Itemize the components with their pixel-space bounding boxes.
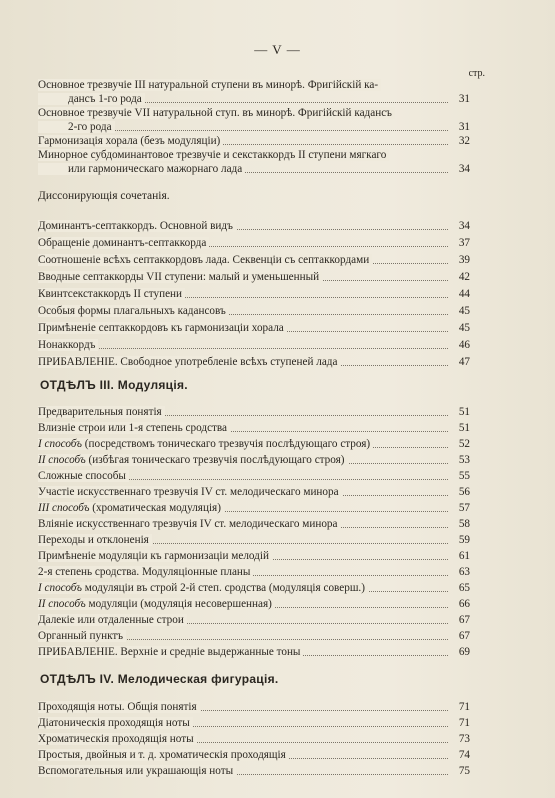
toc-entry	[38, 764, 470, 778]
toc-entry-title: (посредствомъ тоническаго трезвучія послѣдующаго строя)	[81, 438, 371, 450]
toc-entry	[38, 469, 470, 483]
toc-entry-page: 52	[458, 438, 470, 450]
toc-entry-page: 45	[458, 322, 470, 334]
toc-entry	[38, 437, 470, 451]
toc-entry-page: 34	[458, 163, 470, 175]
toc-entry	[38, 645, 470, 659]
toc-entry-page: 44	[458, 288, 470, 300]
toc-entry	[38, 338, 470, 352]
toc-entry-continuation	[38, 120, 470, 134]
toc-entry	[38, 321, 470, 335]
toc-entry	[38, 485, 470, 499]
toc-entry-page: 51	[458, 422, 470, 434]
toc-entry	[38, 501, 470, 515]
page-column-label: стр.	[468, 68, 485, 79]
toc-entry-title: Вводные септаккорды VII ступени: малый и уменьшенный	[38, 271, 322, 283]
toc-entry	[38, 270, 470, 284]
toc-entry-continuation	[38, 92, 470, 106]
toc-entry-title: дансъ 1-го рода	[38, 93, 145, 105]
toc-entry	[38, 287, 470, 301]
toc-entry-page: 55	[458, 470, 470, 482]
toc-entry-page: 65	[458, 582, 470, 594]
toc-entry-page: 67	[458, 614, 470, 626]
toc-entry-title: Предварительныя понятія	[38, 406, 165, 418]
toc-entry-page: 61	[458, 550, 470, 562]
toc-entry-method: I способъ	[38, 438, 82, 450]
toc-entry	[38, 219, 470, 233]
toc-entry-title: Далекіе или отдаленные строи	[38, 614, 187, 626]
toc-entry-title: Квинтсекстаккордъ II ступени	[38, 288, 185, 300]
toc-entry-method: III способъ	[38, 502, 90, 514]
toc-entry	[38, 106, 470, 120]
toc-entry-title: Простыя, двойныя и т. д. хроматическія проходящія	[38, 749, 289, 761]
toc-entry	[38, 236, 470, 250]
toc-entry-title: ПРИБАВЛЕНІЕ. Свободное употребленіе всѣхъ ступеней лада	[38, 356, 340, 368]
toc-entry	[38, 700, 470, 714]
toc-entry-page: 37	[458, 237, 470, 249]
toc-entry	[38, 613, 470, 627]
toc-entry-method: I способъ	[38, 582, 82, 594]
toc-entry-title: Примѣненіе септаккордовъ къ гармонизаціи хорала	[38, 322, 287, 334]
toc-entry-page: 46	[458, 339, 470, 351]
toc-entry-page: 39	[458, 254, 470, 266]
section-heading: ОТДѢЛЪ IV. Мелодическая фигурація.	[40, 672, 279, 686]
toc-entry-page: 56	[458, 486, 470, 498]
toc-entry-page: 34	[458, 220, 470, 232]
toc-entry	[38, 581, 470, 595]
toc-entry	[38, 134, 470, 148]
toc-entry-page: 66	[458, 598, 470, 610]
toc-entry-title: Нонаккордъ	[38, 339, 98, 351]
toc-entry	[38, 565, 470, 579]
toc-entry	[38, 253, 470, 267]
toc-entry-title: Переходы и отклоненія	[38, 534, 152, 546]
toc-entry-page: 59	[458, 534, 470, 546]
toc-entry-title: Примѣненіе модуляціи къ гармонизаціи мелодій	[38, 550, 272, 562]
toc-entry-page: 73	[458, 733, 470, 745]
toc-entry-method: II способъ	[38, 598, 86, 610]
toc-entry	[38, 304, 470, 318]
toc-entry-page: 31	[458, 121, 470, 133]
toc-entry-page: 57	[458, 502, 470, 514]
toc-entry-page: 63	[458, 566, 470, 578]
toc-entry-title: Основное трезвучіе III натуральной ступени въ минорѣ. Фригійскій ка-	[38, 79, 381, 91]
toc-entry-page: 32	[458, 135, 470, 147]
toc-entry	[38, 629, 470, 643]
toc-entry-title: Хроматическія проходящія ноты	[38, 733, 197, 745]
toc-entry-title: Доминантъ-септаккордъ. Основной видъ	[38, 220, 236, 232]
toc-entry	[38, 748, 470, 762]
toc-entry-page: 31	[458, 93, 470, 105]
toc-entry	[38, 533, 470, 547]
toc-entry-title: ПРИБАВЛЕНІЕ. Верхніе и средніе выдержанные тоны	[38, 646, 303, 658]
subsection-heading: Диссонирующія сочетанія.	[38, 190, 170, 202]
section-heading: ОТДѢЛЪ III. Модуляція.	[40, 378, 188, 392]
toc-entry	[38, 78, 470, 92]
toc-entry	[38, 517, 470, 531]
toc-entry-title: Соотношеніе всѣхъ септаккордовъ лада. Секвенціи съ септаккордами	[38, 254, 372, 266]
toc-entry-title: Обращеніе доминантъ-септаккорда	[38, 237, 209, 249]
toc-entry	[38, 597, 470, 611]
toc-entry-title: Влизніе строи или 1-я степень сродства	[38, 422, 230, 434]
toc-entry-continuation	[38, 162, 470, 176]
toc-entry-title: (хроматическая модуляція)	[89, 502, 221, 514]
toc-entry-title: Участіе искусственнаго трезвучія IV ст. мелодическаго минора	[38, 486, 342, 498]
toc-entry-title: Основное трезвучіе VII натуральной ступ. въ минорѣ. Фригійскій кадансъ	[38, 107, 395, 119]
toc-entry-page: 69	[458, 646, 470, 658]
toc-entry-title: 2-я степень сродства. Модуляціонные планы	[38, 566, 253, 578]
toc-entry-title: Сложные способы	[38, 470, 129, 482]
toc-entry-page: 74	[458, 749, 470, 761]
toc-entry-title: или гармоническаго мажорнаго лада	[38, 163, 245, 175]
toc-entry-title: Проходящія ноты. Общія понятія	[38, 701, 200, 713]
toc-entry-title: Органный пунктъ	[38, 630, 126, 642]
toc-entry-title: Діатоническія проходящія ноты	[38, 717, 193, 729]
toc-entry-title: Вспомогательныя или украшающія ноты	[38, 765, 236, 777]
toc-entry-title: (избѣгая тоническаго трезвучія послѣдующаго строя)	[85, 454, 345, 466]
toc-entry-title: модуляціи (модуляція несовершенная)	[85, 598, 272, 610]
toc-entry-page: 71	[458, 717, 470, 729]
toc-entry	[38, 148, 470, 162]
toc-entry-page: 53	[458, 454, 470, 466]
toc-entry-page: 75	[458, 765, 470, 777]
toc-entry-page: 51	[458, 406, 470, 418]
toc-entry-title: Вліяніе искусственнаго трезвучія IV ст. мелодическаго минора	[38, 518, 341, 530]
toc-entry	[38, 355, 470, 369]
toc-entry-title: модуляціи въ строй 2-й степ. сродства (модуляція соверш.)	[81, 582, 365, 594]
toc-entry-title: Гармонизація хорала (безъ модуляціи)	[38, 135, 223, 147]
toc-entry-title: 2-го рода	[38, 121, 115, 133]
page-number-header: — V —	[254, 42, 301, 57]
toc-entry	[38, 732, 470, 746]
toc-entry	[38, 405, 470, 419]
toc-entry-page: 67	[458, 630, 470, 642]
toc-entry	[38, 453, 470, 467]
toc-entry	[38, 549, 470, 563]
toc-entry-page: 58	[458, 518, 470, 530]
toc-entry-page: 42	[458, 271, 470, 283]
toc-entry-page: 47	[458, 356, 470, 368]
toc-entry-title: Особыя формы плагальныхъ кадансовъ	[38, 305, 229, 317]
toc-entry-page: 71	[458, 701, 470, 713]
toc-entry-page: 45	[458, 305, 470, 317]
toc-entry-title: Минорное субдоминантовое трезвучіе и секстаккордъ II ступени мягкаго	[38, 149, 389, 161]
toc-entry	[38, 421, 470, 435]
toc-entry	[38, 716, 470, 730]
toc-entry-method: II способъ	[38, 454, 86, 466]
